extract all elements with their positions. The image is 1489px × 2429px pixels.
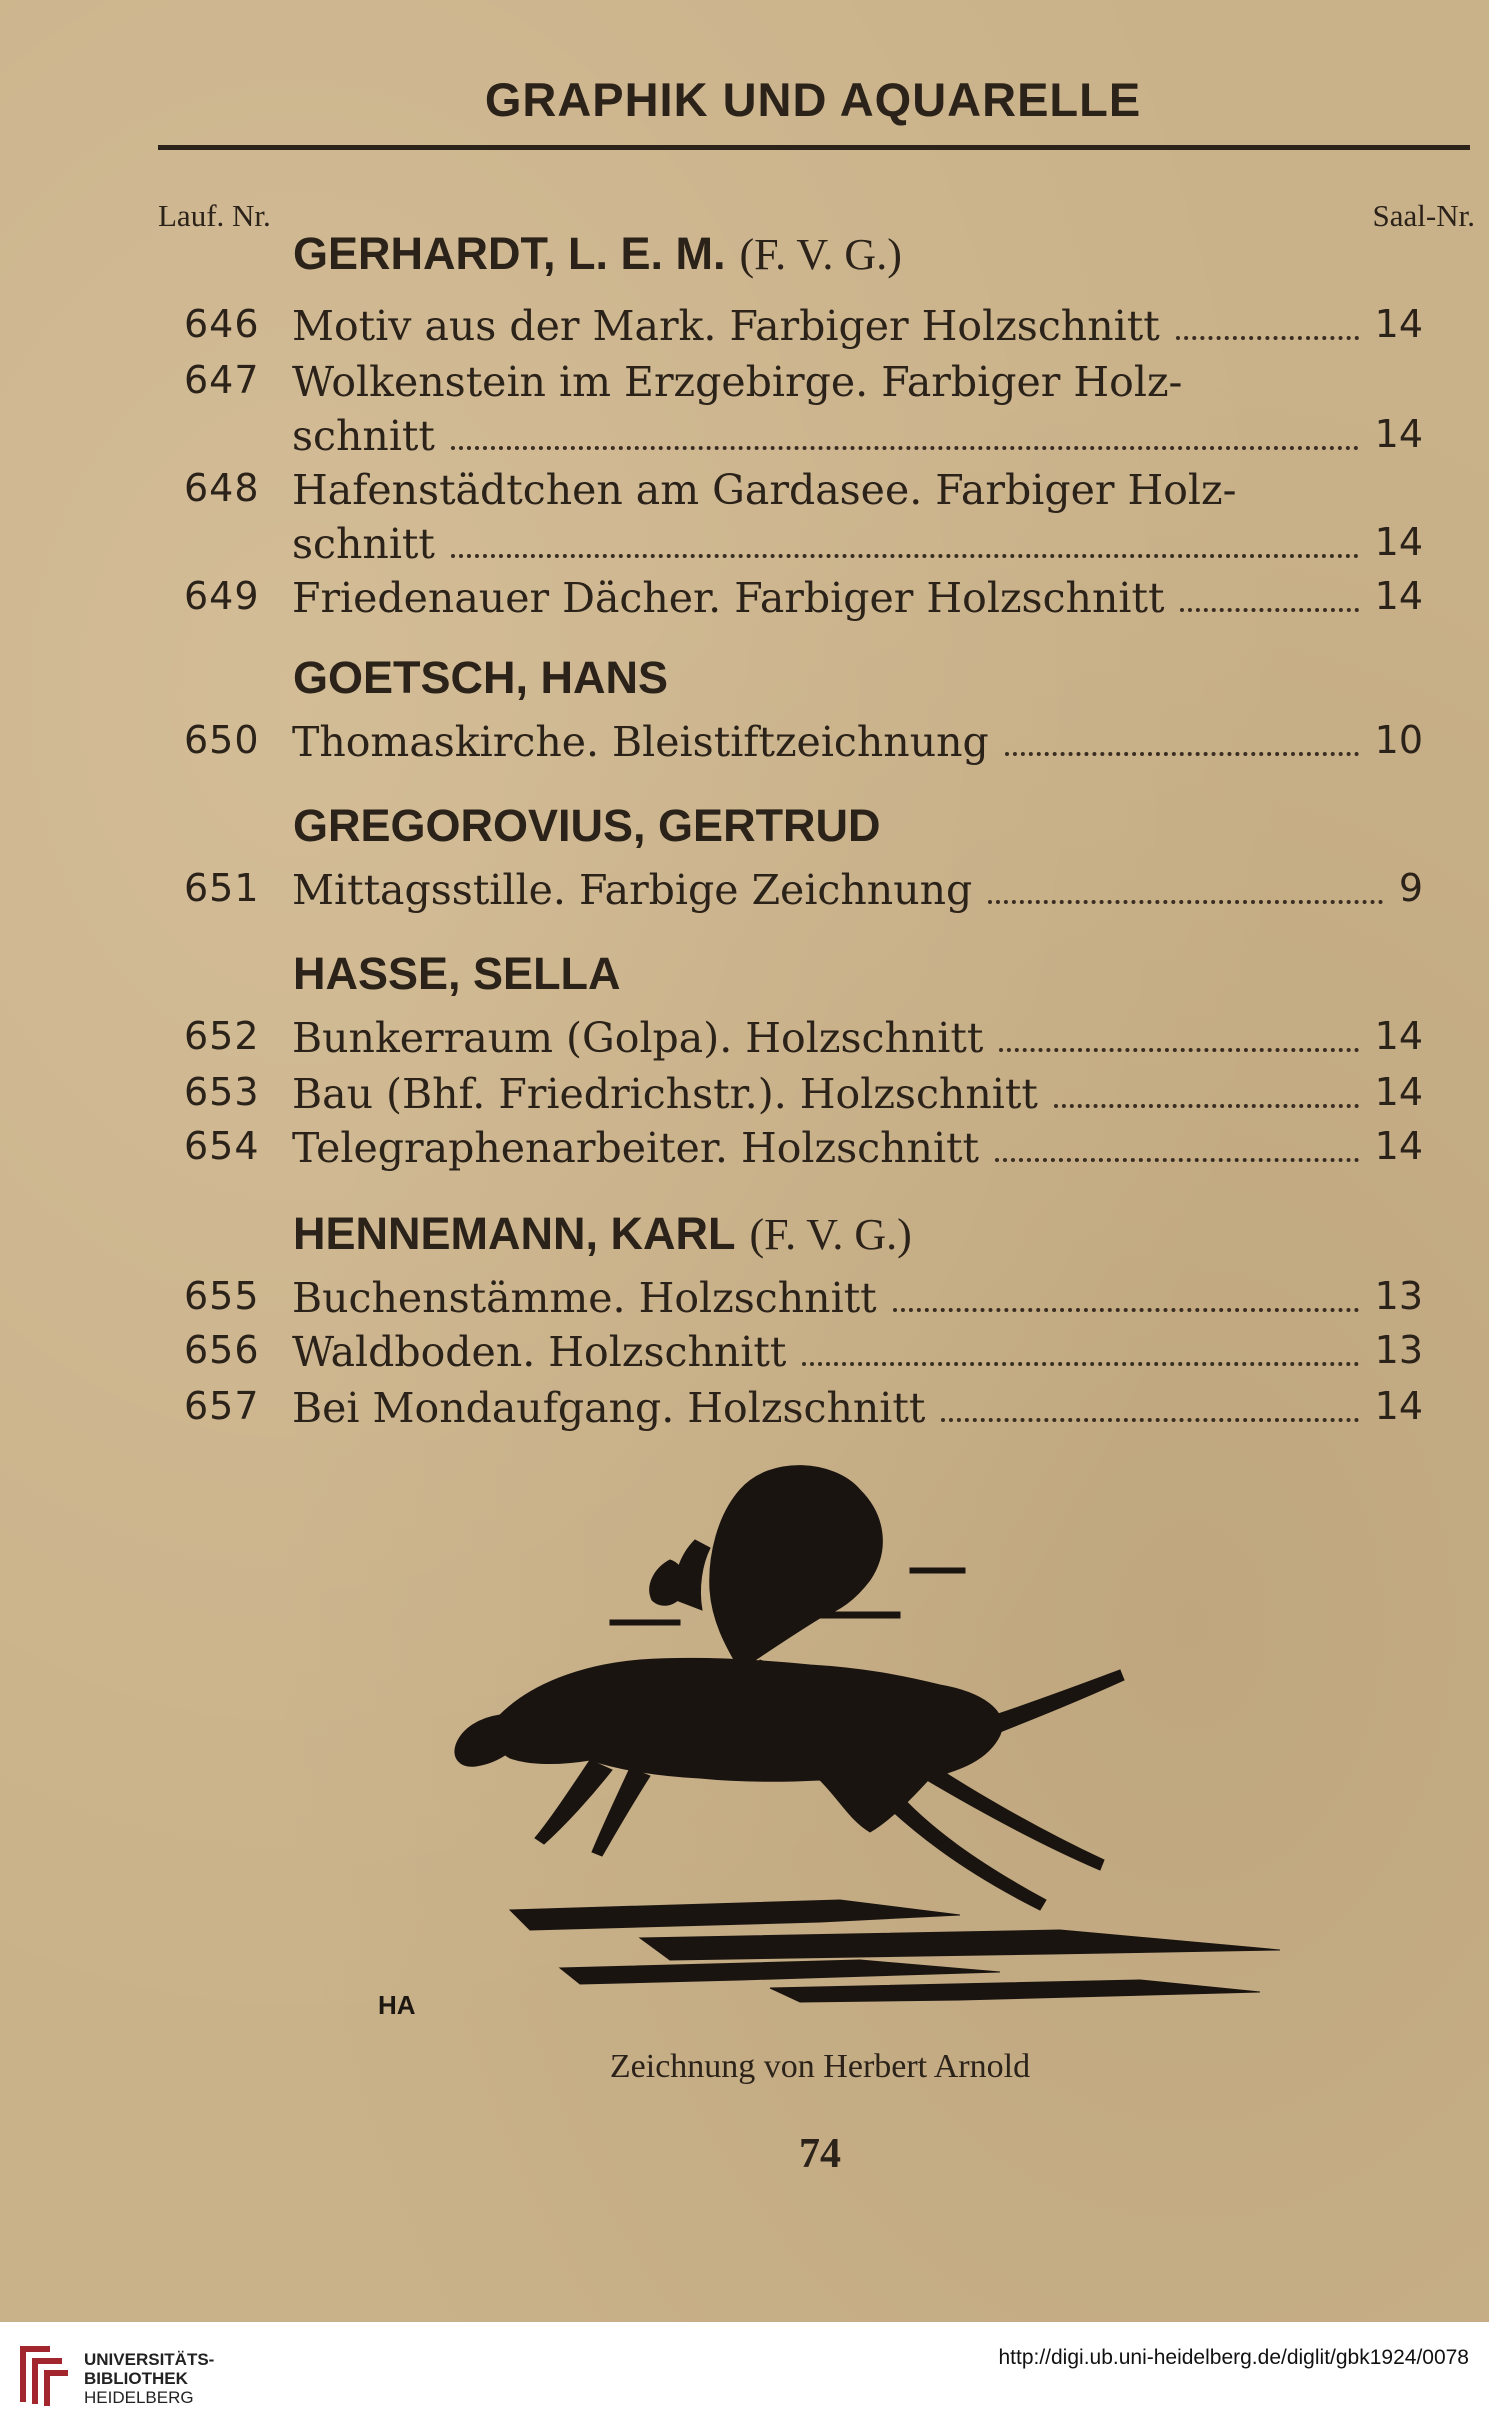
room-number: 9 [1398, 866, 1423, 910]
entry-title: Bei Mondaufgang. Holzschnitt [292, 1384, 926, 1432]
artist-name: HENNEMANN, KARL [293, 1208, 736, 1259]
artist-heading [293, 948, 621, 1000]
entry-number: 648 [184, 466, 260, 510]
dot-leader [988, 900, 1383, 904]
entry-number: 647 [184, 358, 260, 402]
catalog-entry-line [0, 718, 1489, 772]
artist-heading [293, 652, 668, 704]
dot-leader [941, 1418, 1359, 1422]
entry-number: 654 [184, 1124, 260, 1168]
logo-line: BIBLIOTHEK [84, 2369, 188, 2388]
room-number: 10 [1374, 718, 1423, 762]
artist-name: GREGOROVIUS, GERTRUD [293, 800, 881, 851]
logo-line: UNIVERSITÄTS- [84, 2350, 215, 2369]
dot-leader [893, 1308, 1359, 1312]
catalog-entry-line [0, 412, 1489, 466]
horse-rider-illustration [440, 1460, 1300, 2020]
entry-title: Thomaskirche. Bleistiftzeichnung [292, 718, 989, 766]
rider-cloak [710, 1466, 883, 1670]
artist-heading [293, 228, 902, 280]
dot-leader [451, 446, 1359, 450]
library-logo-text [84, 2350, 214, 2407]
entry-number: 650 [184, 718, 260, 762]
entry-title: Buchenstämme. Holzschnitt [292, 1274, 877, 1322]
column-heading-lauf-nr: Lauf. Nr. [158, 198, 271, 233]
header-rule [158, 145, 1470, 150]
artist-name: GOETSCH, HANS [293, 652, 669, 703]
catalog-entry-line [0, 1274, 1489, 1328]
page-number: 74 [799, 2131, 841, 2177]
library-logo-icon [14, 2342, 72, 2408]
room-number: 14 [1374, 1124, 1423, 1168]
catalog-entry-line [0, 520, 1489, 574]
catalog-entry-line [0, 866, 1489, 920]
entry-title: Bunkerraum (Golpa). Holzschnitt [292, 1014, 984, 1062]
room-number: 14 [1374, 520, 1423, 564]
entry-title: Hafenstädtchen am Gardasee. Farbiger Holz- [292, 466, 1237, 514]
room-number: 14 [1374, 302, 1423, 346]
catalog-entry-line [0, 574, 1489, 628]
entry-number: 655 [184, 1274, 260, 1318]
dot-leader [1180, 608, 1359, 612]
dot-leader [802, 1362, 1359, 1366]
entry-number: 657 [184, 1384, 260, 1428]
entry-title: Friedenauer Dächer. Farbiger Holzschnitt [292, 574, 1165, 622]
artist-monogram: HA [378, 1990, 416, 2020]
entry-number: 653 [184, 1070, 260, 1114]
room-number: 14 [1374, 574, 1423, 618]
entry-title: Motiv aus der Mark. Farbiger Holzschnitt [292, 302, 1160, 350]
entry-title: Waldboden. Holzschnitt [292, 1328, 787, 1376]
room-number: 14 [1374, 1384, 1423, 1428]
artist-affiliation: (F. V. G.) [749, 1210, 912, 1259]
room-number: 14 [1374, 1070, 1423, 1114]
artist-name: HASSE, SELLA [293, 948, 621, 999]
dot-leader [451, 554, 1359, 558]
catalog-entry-line [0, 1070, 1489, 1124]
entry-number: 652 [184, 1014, 260, 1058]
dot-leader [999, 1048, 1359, 1052]
logo-line: HEIDELBERG [84, 2388, 194, 2407]
catalog-entry-line [0, 1014, 1489, 1068]
source-url-link[interactable]: http://digi.ub.uni-heidelberg.de/diglit/gbk1924/0078 [998, 2346, 1469, 2369]
horse-head [455, 1715, 515, 1766]
catalog-entry-line [0, 466, 1489, 520]
catalog-entry-line [0, 1384, 1489, 1438]
library-footer [0, 2322, 1489, 2429]
artist-heading [293, 1208, 912, 1260]
artist-affiliation: (F. V. G.) [739, 230, 902, 279]
room-number: 13 [1374, 1274, 1423, 1318]
catalog-entry-line [0, 358, 1489, 412]
dot-leader [1005, 752, 1359, 756]
dot-leader [995, 1158, 1359, 1162]
dot-leader [1176, 336, 1359, 340]
room-number: 14 [1374, 1014, 1423, 1058]
entry-number: 649 [184, 574, 260, 618]
column-heading-saal-nr: Saal-Nr. [1372, 198, 1475, 233]
running-title: GRAPHIK UND AQUARELLE [484, 73, 1142, 126]
entry-number: 656 [184, 1328, 260, 1372]
catalog-entry-line [0, 302, 1489, 356]
illustration-caption: Zeichnung von Herbert Arnold [609, 2048, 1031, 2085]
entry-title: schnitt [292, 520, 435, 568]
entry-title: Mittagsstille. Farbige Zeichnung [292, 866, 973, 914]
dot-leader [1054, 1104, 1359, 1108]
entry-number: 651 [184, 866, 260, 910]
entry-title: Telegraphenarbeiter. Holzschnitt [292, 1124, 980, 1172]
room-number: 13 [1374, 1328, 1423, 1372]
entry-title: Bau (Bhf. Friedrichstr.). Holzschnitt [292, 1070, 1038, 1118]
room-number: 14 [1374, 412, 1423, 456]
artist-name: GERHARDT, L. E. M. [293, 228, 726, 279]
entry-title: schnitt [292, 412, 435, 460]
entry-title: Wolkenstein im Erzgebirge. Farbiger Holz- [292, 358, 1183, 406]
entry-number: 646 [184, 302, 260, 346]
catalog-entry-line [0, 1124, 1489, 1178]
catalog-entry-line [0, 1328, 1489, 1382]
artist-heading [293, 800, 881, 852]
